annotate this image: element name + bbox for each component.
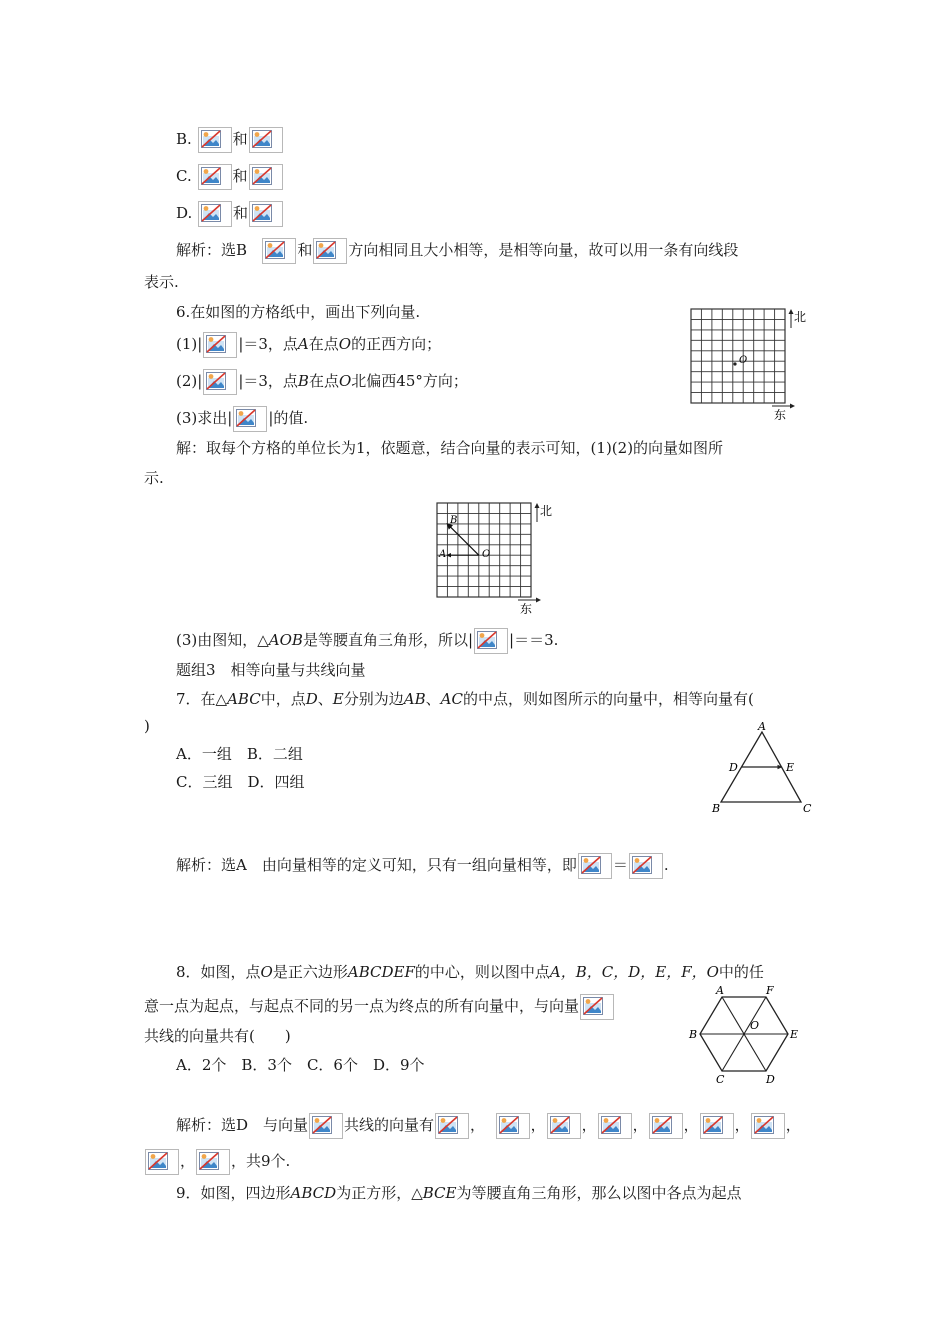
section-heading-group-3: 题组3 相等向量与共线向量 xyxy=(176,661,366,679)
question-7-options-2: C．三组 D．四组 xyxy=(176,773,305,791)
point-c-label: C xyxy=(716,1073,725,1086)
question-7-cont: ) xyxy=(144,717,150,735)
image-placeholder-icon xyxy=(598,1113,632,1139)
image-placeholder-icon xyxy=(249,164,283,190)
solution-6: 解：取每个方格的单位长为1，依题意，结合向量的表示可知，(1)(2)的向量如图所 xyxy=(176,439,724,457)
point-o-label: O xyxy=(482,549,491,560)
option-c: C. 和 xyxy=(176,164,284,190)
grid-figure-2 xyxy=(434,500,558,616)
image-placeholder-icon xyxy=(474,628,508,654)
image-placeholder-icon xyxy=(249,127,283,153)
point-d-label: D xyxy=(766,1073,775,1086)
image-placeholder-icon xyxy=(578,853,612,879)
question-9: 9．如图，四边形ABCD为正方形，△BCE为等腰直角三角形，那么以图中各点为起点 xyxy=(176,1184,742,1202)
image-placeholder-icon xyxy=(309,1113,343,1139)
explanation-7: 解析：选A 由向量相等的定义可知，只有一组向量相等，即 ＝ . xyxy=(176,853,669,879)
point-e-label: E xyxy=(790,1028,799,1041)
question-6: 6.在如图的方格纸中，画出下列向量. xyxy=(176,303,421,321)
image-placeholder-icon xyxy=(496,1113,530,1139)
point-a-label: A xyxy=(758,720,766,733)
solution-6-part-3: (3)由图知，△AOB是等腰直角三角形，所以| |＝＝3. xyxy=(176,628,558,654)
point-f-label: F xyxy=(766,984,774,997)
image-placeholder-icon xyxy=(629,853,663,879)
question-6-part-2: (2)| |＝3，点B在点O北偏西45°方向； xyxy=(176,369,468,395)
point-c-label: C xyxy=(803,802,812,815)
solution-6-cont: 示. xyxy=(144,469,164,487)
point-e-label: E xyxy=(786,761,795,774)
east-label: 东 xyxy=(520,602,533,616)
point-d-label: D xyxy=(729,761,738,774)
question-8-cont: 意一点为起点，与起点不同的另一点为终点的所有向量中，与向量 xyxy=(144,994,615,1020)
image-placeholder-icon xyxy=(435,1113,469,1139)
image-placeholder-icon xyxy=(580,994,614,1020)
option-b: B. 和 xyxy=(176,127,284,153)
image-placeholder-icon xyxy=(313,238,347,264)
question-8-cont-2: 共线的向量共有( ) xyxy=(144,1027,291,1045)
north-label: 北 xyxy=(794,310,807,324)
image-placeholder-icon xyxy=(198,201,232,227)
option-d: D. 和 xyxy=(176,201,284,227)
image-placeholder-icon xyxy=(198,127,232,153)
image-placeholder-icon xyxy=(145,1149,179,1175)
image-placeholder-icon xyxy=(547,1113,581,1139)
point-o-label: O xyxy=(750,1019,760,1032)
triangle-figure xyxy=(706,718,818,816)
north-label: 北 xyxy=(540,504,553,518)
hexagon-figure xyxy=(686,982,802,1088)
point-b-label: B xyxy=(712,802,721,815)
explanation-8-cont: ， ，共9个. xyxy=(144,1149,290,1175)
explanation-5-cont: 表示. xyxy=(144,273,179,291)
image-placeholder-icon xyxy=(233,406,267,432)
image-placeholder-icon xyxy=(751,1113,785,1139)
question-7: 7．在△ABC中，点D、E分别为边AB、AC的中点，则如图所示的向量中，相等向量有( xyxy=(176,690,754,708)
question-7-options-1: A．一组 B．二组 xyxy=(176,745,303,763)
point-a-label: A xyxy=(439,549,447,560)
question-8-options: A．2个 B．3个 C．6个 D．9个 xyxy=(176,1056,425,1074)
east-label: 东 xyxy=(774,408,787,422)
point-o-label: O xyxy=(739,355,748,366)
image-placeholder-icon xyxy=(649,1113,683,1139)
image-placeholder-icon xyxy=(198,164,232,190)
image-placeholder-icon xyxy=(196,1149,230,1175)
image-placeholder-icon xyxy=(249,201,283,227)
explanation-5: 解析：选B 和 方向相同且大小相等，是相等向量，故可以用一条有向线段 xyxy=(176,238,738,264)
question-8: 8．如图，点O是正六边形ABCDEF的中心，则以图中点A，B，C，D，E，F，O中的任 xyxy=(176,963,764,981)
explanation-8: 解析：选D 与向量 共线的向量有 ， ， ， ， ， ， ， xyxy=(176,1113,801,1139)
image-placeholder-icon xyxy=(262,238,296,264)
image-placeholder-icon xyxy=(203,332,237,358)
image-placeholder-icon xyxy=(700,1113,734,1139)
question-6-part-3: (3)求出| |的值. xyxy=(176,406,308,432)
point-a-label: A xyxy=(716,984,724,997)
image-placeholder-icon xyxy=(203,369,237,395)
grid-figure-1 xyxy=(688,306,812,422)
point-b-label: B xyxy=(689,1028,698,1041)
question-6-part-1: (1)| |＝3，点A在点O的正西方向； xyxy=(176,332,441,358)
point-b-label: B xyxy=(450,515,458,526)
